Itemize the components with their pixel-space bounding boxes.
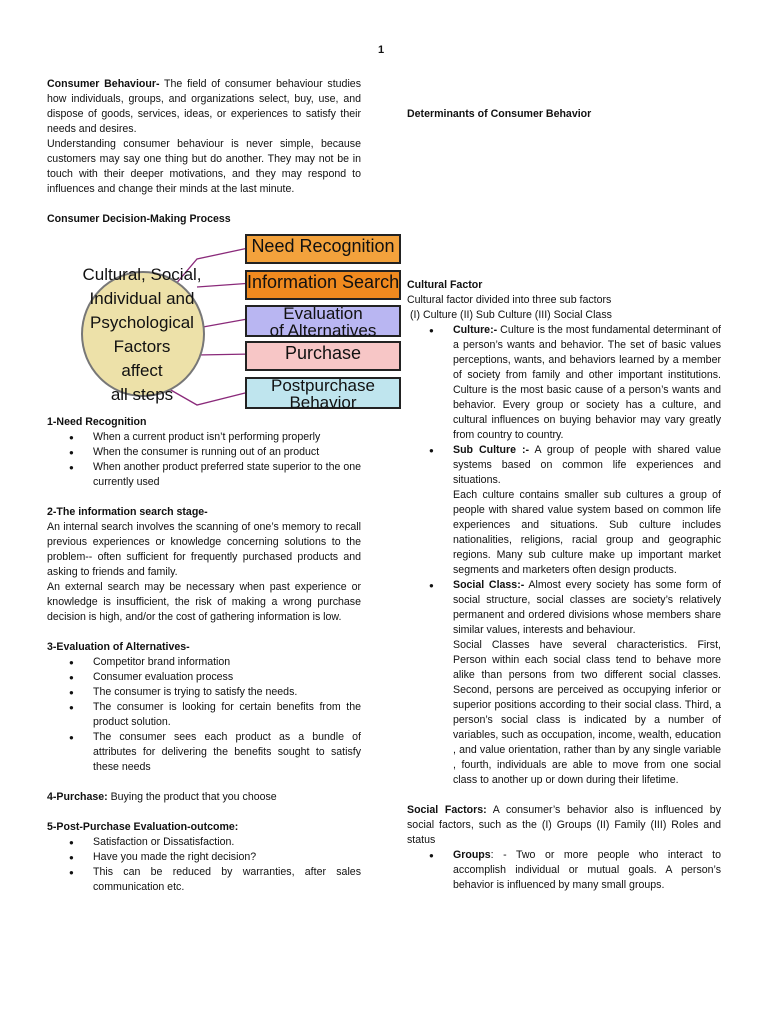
left-column: [47, 77, 400, 895]
cultural-sub: (I) Culture (II) Sub Culture (III) Social Class: [410, 309, 612, 321]
section1-list: [47, 430, 361, 490]
list-item: ● When the consumer is running out of an product: [47, 445, 361, 460]
cultural-title: Cultural Factor: [407, 279, 483, 291]
list-item: ● Competitor brand information: [47, 655, 361, 670]
intro-text: The field of consumer behaviour studies how individuals, groups, and organizations select, buy, use, and dispose of goods, services, ideas, or experiences to satisfy their needs and desires.: [47, 78, 361, 135]
intro-paragraph: [47, 77, 361, 137]
list-item-social-class: ● Social Class:- Almost every society has some form of social structure, social classes are society’s relatively permanent and ordered divisions whose members share similar values, interests and behaviour.: [407, 578, 721, 638]
section5-title: 5-Post-Purchase Evaluation-outcome:: [47, 821, 239, 833]
section3-title: 3-Evaluation of Alternatives-: [47, 641, 190, 653]
list-item: ● The consumer is trying to satisfy the needs.: [47, 685, 361, 700]
intro-paragraph-2: Understanding consumer behaviour is never simple, because customers may say one thing but do another. They may not be in touch with their deeper motivations, and they may respond to influences and change their minds at the last minute.: [47, 138, 361, 195]
right-column: [407, 107, 721, 893]
section1-title: 1-Need Recognition: [47, 416, 147, 428]
influence-oval-text: Cultural, Social, Individual and Psychological Factors affect all steps: [82, 265, 202, 404]
subculture-paragraph: Each culture contains smaller sub cultures a group of people with shared value system based on common life experiences and situations. Sub culture includes nationalities, religions, racial group and geographic regions. Many sub culture make up important market segments and marketers often design products.: [453, 489, 721, 576]
list-item: ● This can be reduced by warranties, after sales communication etc.: [47, 865, 361, 895]
cultural-list: [407, 323, 721, 488]
list-item: ● When another product preferred state superior to the one currently used: [47, 460, 361, 490]
list-item: ● The consumer is looking for certain benefits from the product solution.: [47, 700, 361, 730]
cultural-intro: Cultural factor divided into three sub factors: [407, 294, 612, 306]
list-item-subculture: ● Sub Culture :- A group of people with shared value systems based on common life experiences and situations.: [407, 443, 721, 488]
list-item-groups: ● Groups: - Two or more people who interact to accomplish individual or mutual goals. A person’s behavior is influenced by many small groups.: [407, 848, 721, 893]
determinants-title: Determinants of Consumer Behavior: [407, 108, 592, 120]
social-factors-list: [407, 848, 721, 893]
section4-paragraph: 4-Purchase: Buying the product that you choose: [47, 791, 277, 803]
process-title: Consumer Decision-Making Process: [47, 213, 231, 225]
list-item-culture: ● Culture:- Culture is the most fundamental determinant of a person’s wants and behavior. The set of basic values perceptions, wants, and behaviors learned by a member of society from family and other important institutions. Culture is the most basic cause of a person’s wants and behavior. Every group or society has a culture, and cultural influences on buying behavior may vary greatly from country to country.: [407, 323, 721, 443]
socialclass-list: [407, 578, 721, 638]
step-purchase: Purchase: [245, 341, 401, 371]
step-evaluation-of-alternatives: Evaluation of Alternatives: [245, 305, 401, 337]
section5-list: [47, 835, 361, 895]
socialclass-paragraph: Social Classes have several characteristics. First, Person within each social class tend to behave more alike than persons from two different social classes. Second, persons are perceived as occupying inferior or superior positions according to their social class. Third, a person’s social class is indicated by a number of variables, such as occupation, income, wealth, education , and value orientation, rather than by any single variable , fourth, individuals are able to move from one social class to another up or down during their lifetime.: [453, 639, 721, 786]
list-item: ● When a current product isn’t performing properly: [47, 430, 361, 445]
list-item: ● Satisfaction or Dissatisfaction.: [47, 835, 361, 850]
intro-title: Consumer Behaviour-: [47, 78, 160, 90]
list-item: ● The consumer sees each product as a bundle of attributes for delivering the benefits sought to satisfy these needs: [47, 730, 361, 775]
decision-process-diagram: [37, 229, 400, 419]
step-need-recognition: Need Recognition: [245, 234, 401, 264]
list-item: ● Consumer evaluation process: [47, 670, 361, 685]
list-item: ● Have you made the right decision?: [47, 850, 361, 865]
section2-title: 2-The information search stage-: [47, 506, 208, 518]
social-factors-paragraph: Social Factors: A consumer’s behavior also is influenced by social factors, such as the (I) Groups (II) Family (III) Roles and status: [407, 804, 721, 846]
page-number: 1: [378, 44, 385, 56]
section2-paragraph-1: An internal search involves the scanning of one’s memory to recall previous experiences or knowledge concerning solutions to the problem-- often sufficient for frequently purchased products and asking to friends and family.: [47, 521, 361, 578]
section3-list: [47, 655, 361, 775]
step-information-search: Information Search: [245, 270, 401, 300]
step-postpurchase-behavior: Postpurchase Behavior: [245, 377, 401, 409]
section2-paragraph-2: An external search may be necessary when past experience or knowledge is insufficient, the risk of making a wrong purchase decision is high, and/or the cost of gathering information is low.: [47, 581, 361, 623]
